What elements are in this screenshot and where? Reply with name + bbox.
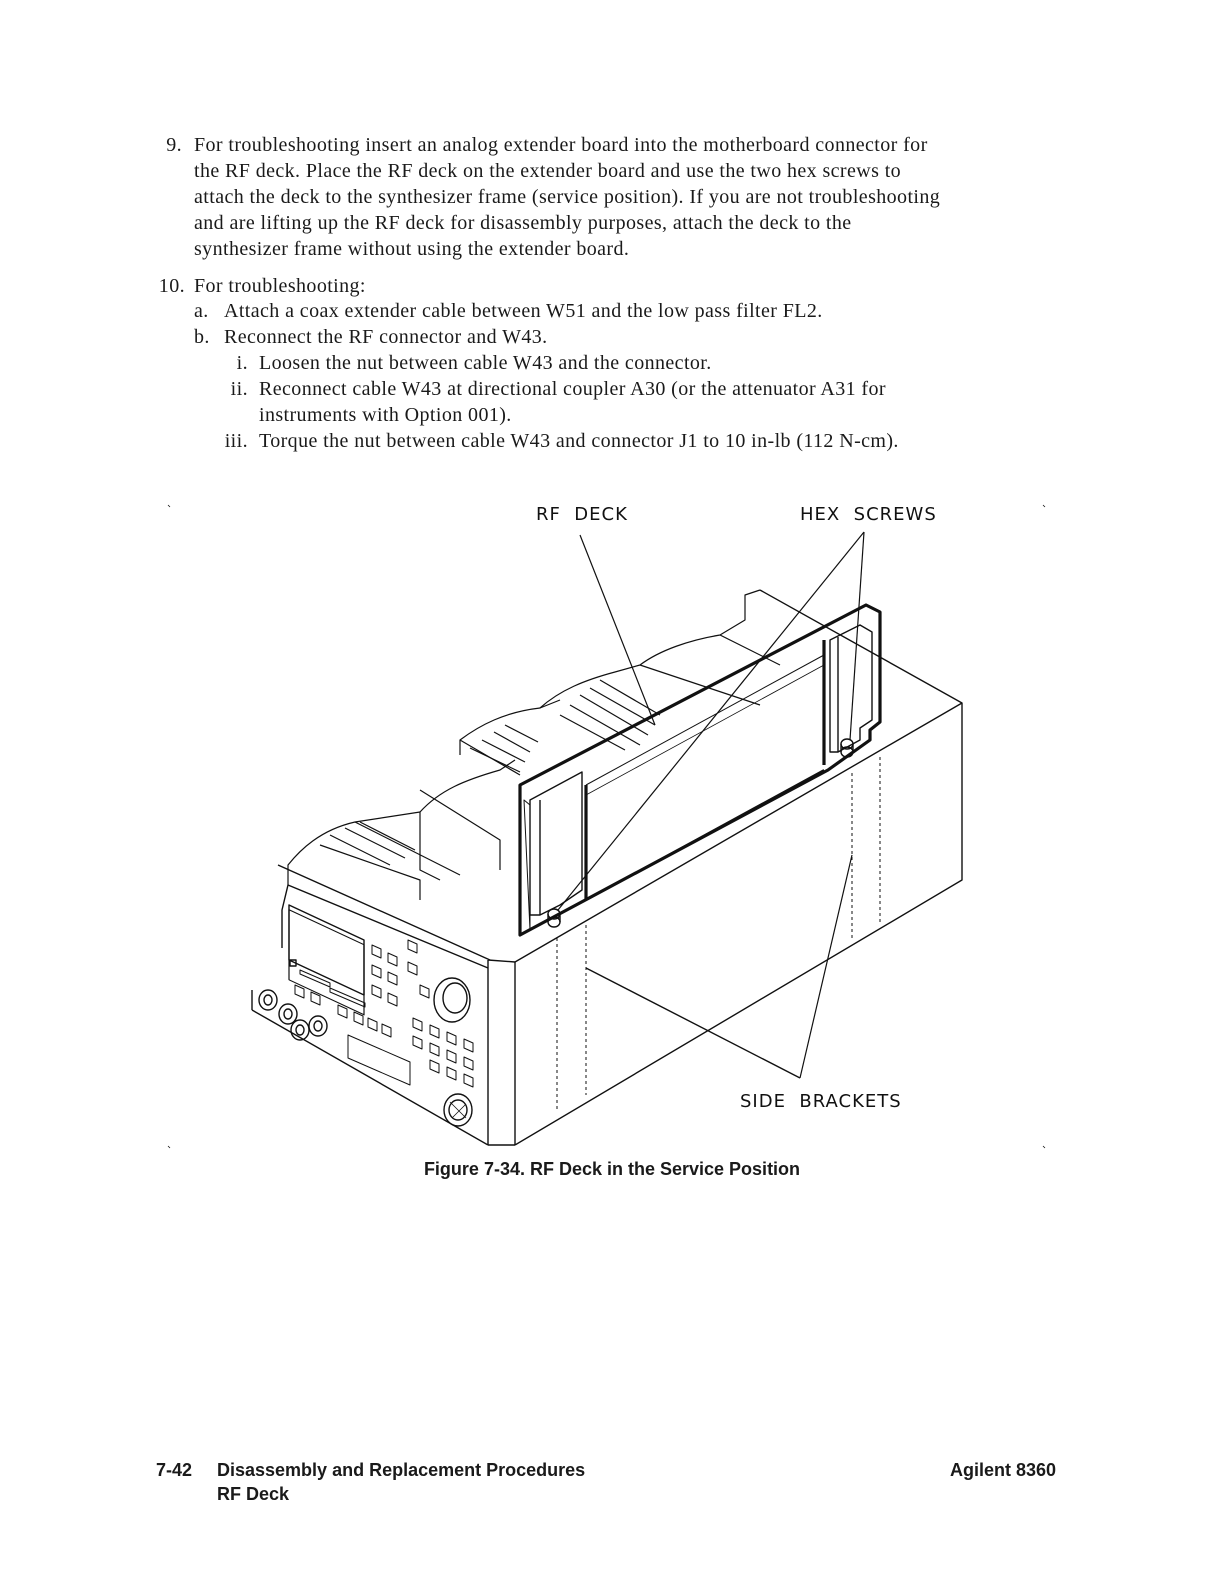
step-number: 9. — [166, 134, 182, 156]
internal-modules — [288, 590, 780, 900]
subsubstep-marker: i. — [236, 352, 248, 374]
label-rf-deck: RF DECK — [536, 504, 628, 525]
subsubstep-marker: ii. — [230, 378, 248, 400]
label-side-brackets: SIDE BRACKETS — [740, 1091, 902, 1112]
subsubstep-text: Torque the nut between cable W43 and connector J1 to 10 in-lb (112 N-cm). — [259, 430, 899, 452]
rf-deck-brackets — [530, 625, 872, 915]
hex-screw-icons — [548, 739, 853, 927]
step-number: 10. — [158, 275, 185, 297]
step-text-line: synthesizer frame without using the extender board. — [194, 238, 630, 260]
figure-caption: Figure 7-34. RF Deck in the Service Position — [423, 1159, 801, 1179]
footer-section: RF Deck — [217, 1484, 290, 1504]
chassis-outline — [252, 590, 962, 1145]
footer-page-number: 7-42 — [156, 1460, 193, 1480]
panel-knobs — [259, 978, 472, 1126]
step-text-line: For troubleshooting insert an analog extender board into the motherboard connector for — [194, 134, 928, 156]
front-panel — [282, 885, 488, 1015]
subsubstep-text: Reconnect cable W43 at directional coupler A30 (or the attenuator A31 for — [259, 378, 886, 400]
side-bracket-dashes — [557, 757, 880, 1110]
subsubstep-text: Loosen the nut between cable W43 and the connector. — [259, 352, 712, 374]
rf-deck-assembly — [520, 605, 880, 935]
leader-lines — [558, 532, 864, 1078]
footer-product: Agilent 8360 — [949, 1460, 1056, 1480]
subsubstep-text: instruments with Option 001). — [259, 404, 512, 426]
substep-marker: b. — [194, 326, 210, 348]
step-text-line: the RF deck. Place the RF deck on the extender board and use the two hex screws to — [194, 160, 902, 182]
step-intro: For troubleshooting: — [194, 275, 366, 297]
label-hex-screws: HEX SCREWS — [800, 504, 937, 525]
panel-keys — [295, 940, 473, 1087]
substep-text: Reconnect the RF connector and W43. — [224, 326, 548, 348]
footer-chapter: Disassembly and Replacement Procedures — [217, 1460, 586, 1480]
step-text-line: and are lifting up the RF deck for disassembly purposes, attach the deck to the — [194, 212, 852, 234]
substep-marker: a. — [194, 300, 209, 322]
subsubstep-marker: iii. — [224, 430, 248, 452]
substep-text: Attach a coax extender cable between W51 and the low pass filter FL2. — [224, 300, 823, 322]
step-text-line: attach the deck to the synthesizer frame (service position). If you are not troubleshooting — [194, 186, 941, 208]
